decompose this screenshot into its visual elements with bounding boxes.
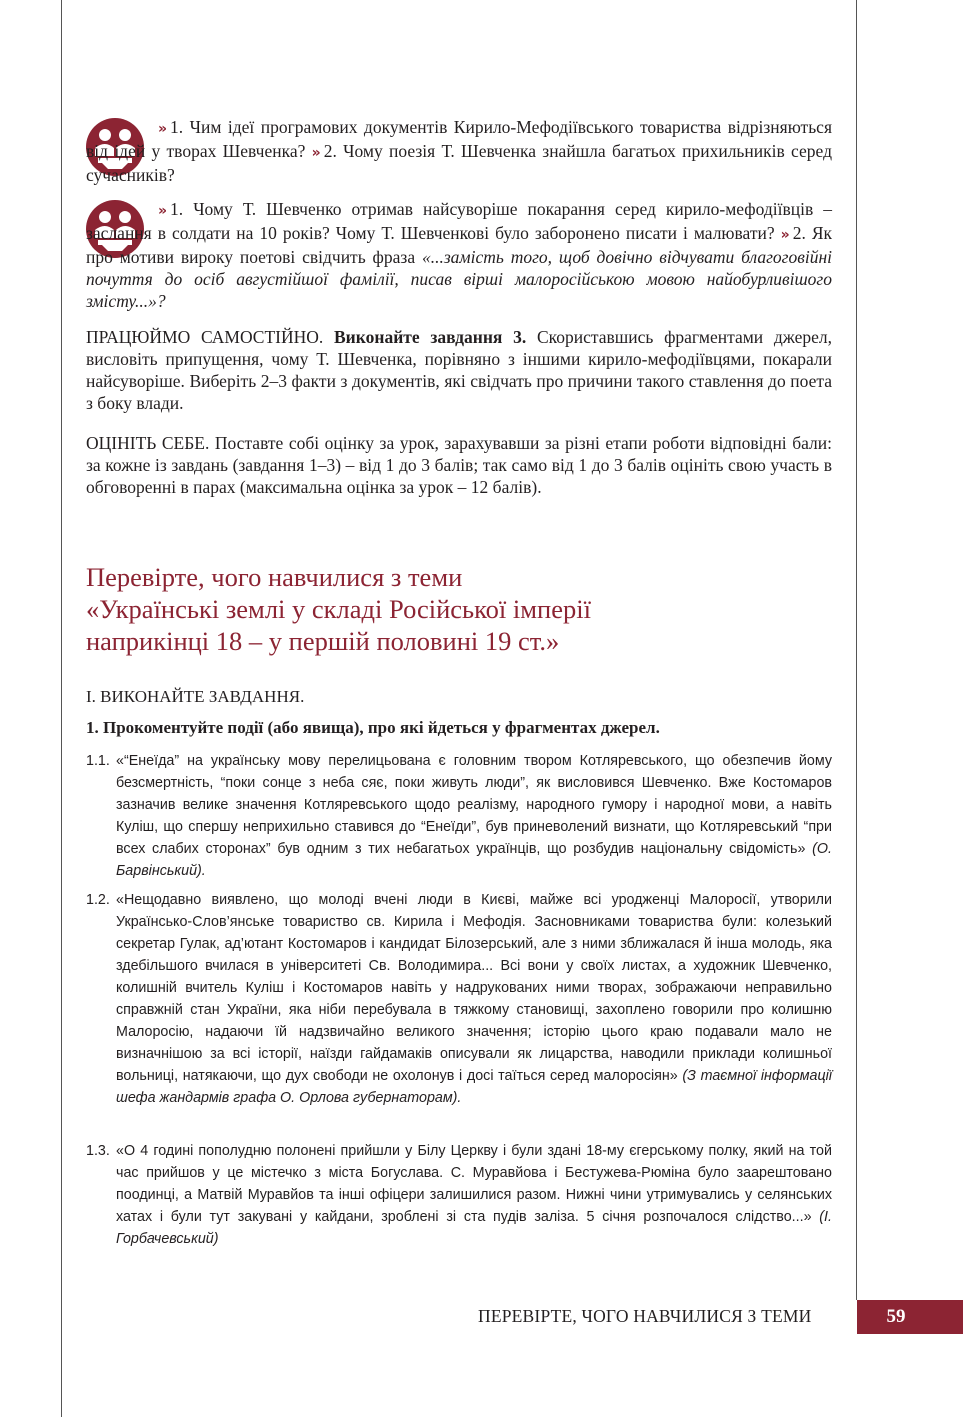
question-marker-icon: » (780, 227, 787, 243)
self-assessment: ОЦІНІТЬ СЕБЕ. Поставте собі оцінку за урок, зарахувавши за різні етапи роботи відповідні бали: за кожне із завдань (завдання 1–3) – від 1 до 3 балів; так само від 1 до 3 балів оцініть свою участь в обговоренні в парах (максимальна оцінка за урок – 12 балів). (86, 433, 832, 497)
left-margin-rule (61, 0, 62, 1417)
page-number-tab (857, 1300, 963, 1334)
discussion-questions-2: » 1. Чому Т. Шевченко отримав найсуворіше покарання серед кирило-мефодіївців – заслання в солдати на 10 років? Чому Т. Шевченкові було заборонено писати і малювати? » 2. Як про мотиви вироку поетові свідчить фраза «...замість того, щоб довічно відчувати благоговійні почуття до осіб августійшої фамілії, писав вірші малоросійською мовою найобурливішого змісту...»? (86, 199, 833, 311)
section-label: І. ВИКОНАЙТЕ ЗАВДАННЯ. (86, 687, 305, 706)
independent-work: ПРАЦЮЙМО САМОСТІЙНО. Виконайте завдання 3. Скориставшись фрагментами джерел, висловіть припущення, чому Т. Шевченка, порівняно з іншими кирило-мефодіївцями, покарали найсуворіше. Виберіть 2–3 факти з документів, які свідчать про причини такого ставлення до поета з боку влади. (86, 327, 833, 413)
source-excerpt-2: 1.2. «Нещодавно виявлено, що молоді вчені люди в Києві, майже всі уродженці Малоросії, утворили Українсько-Слов’янське товариство св. Кирила і Мефодія. Засновниками товариства були: колезький секретар Гулак, ад’ютант Костомаров і кандидат Білозерський, але з ними зближалася й інша молодь, яка здебільшого вчилася в університеті Св. Володимира... Всі вони у своїх листах, а художник Шевченко, колишній вчитель Куліш і Костомаров навіть у надрукованих ними творах, зображаючи неправильно справжній стан України, яка ніби перебувала в тяжкому становищі, захоплено говорили про колишню Малоросію, надаючи їй надзвичайно великого значення; історію цього краю подавали мало не визначнішою за всі історії, наїзди гайдамаків описували як лицарства, наводили приклади колишньої вольниці, натякаючи, що дух свободи не охолонув і досі таїться серед малоросіян» (З таємної інформації шефа жандармів графа О. Орлова губернаторам). (86, 892, 832, 1106)
question-marker-icon: » (158, 203, 165, 219)
source-excerpt-1: 1.1. «“Енеїда” на українську мову перелицьована є головним твором Котляревського, що обезпечив йому безсмертність, “поки сонце з неба сяє, поки живуть люди”, як висловився Шевченко. Вже Костомаров зазначив велике значення Котляревського щодо реалізму, народного гумору і народної мови, а навіть Куліш, що спершу неприхильно ставився до “Енеїди”, був приневолений визнати, що Котляревський “при всех слабих сторонах” був одним з тих небагатьох українців, що розбудив національну свідомість» (О. Барвінський). (86, 753, 832, 879)
discussion-questions-1: » 1. Чим ідеї програмових документів Кирило-Мефодіївського товариства відрізняються від ідей у творах Шевченка? » 2. Чому поезія Т. Шевченка знайшла багатьох прихильників серед сучасників? (86, 117, 832, 185)
quote: «...замість того, щоб довічно відчувати благоговійні почуття до осіб августійшої фамілії, писав вірші малоросійською мовою найобурливішого змісту...»? (86, 247, 833, 311)
right-margin-rule (856, 0, 857, 1300)
page-number: 59 (886, 1306, 906, 1327)
running-footer-title: ПЕРЕВІРТЕ, ЧОГО НАВЧИЛИСЯ З ТЕМИ (478, 1306, 812, 1326)
section-heading: Перевірте, чого навчилися з теми «Українські землі у складі Російської імперії наприкінці 18 – у першій половині 19 ст.» (86, 562, 591, 656)
task-title: 1. Прокоментуйте події (або явища), про які йдеться у фрагментах джерел. (86, 718, 660, 737)
question-marker-icon: » (311, 145, 318, 161)
source-excerpt-3: 1.3. «О 4 годині пополудню полонені прийшли у Білу Церкву і були здані 18-му єгерському полку, який на той час прийшов у це містечко з міста Богуслава. С. Муравйова і Бестужева-Рюміна було заарештовано поодинці, а Матвій Муравйов та інші офіцери залишилися разом. Нижні чини утримувались у селянських хатах і були тут закувані у кайдани, зроблені зі ста пудів заліза. 5 січня розпочалося слідство...» (І. Горбачевський) (86, 1143, 832, 1247)
question-marker-icon: » (158, 121, 165, 137)
